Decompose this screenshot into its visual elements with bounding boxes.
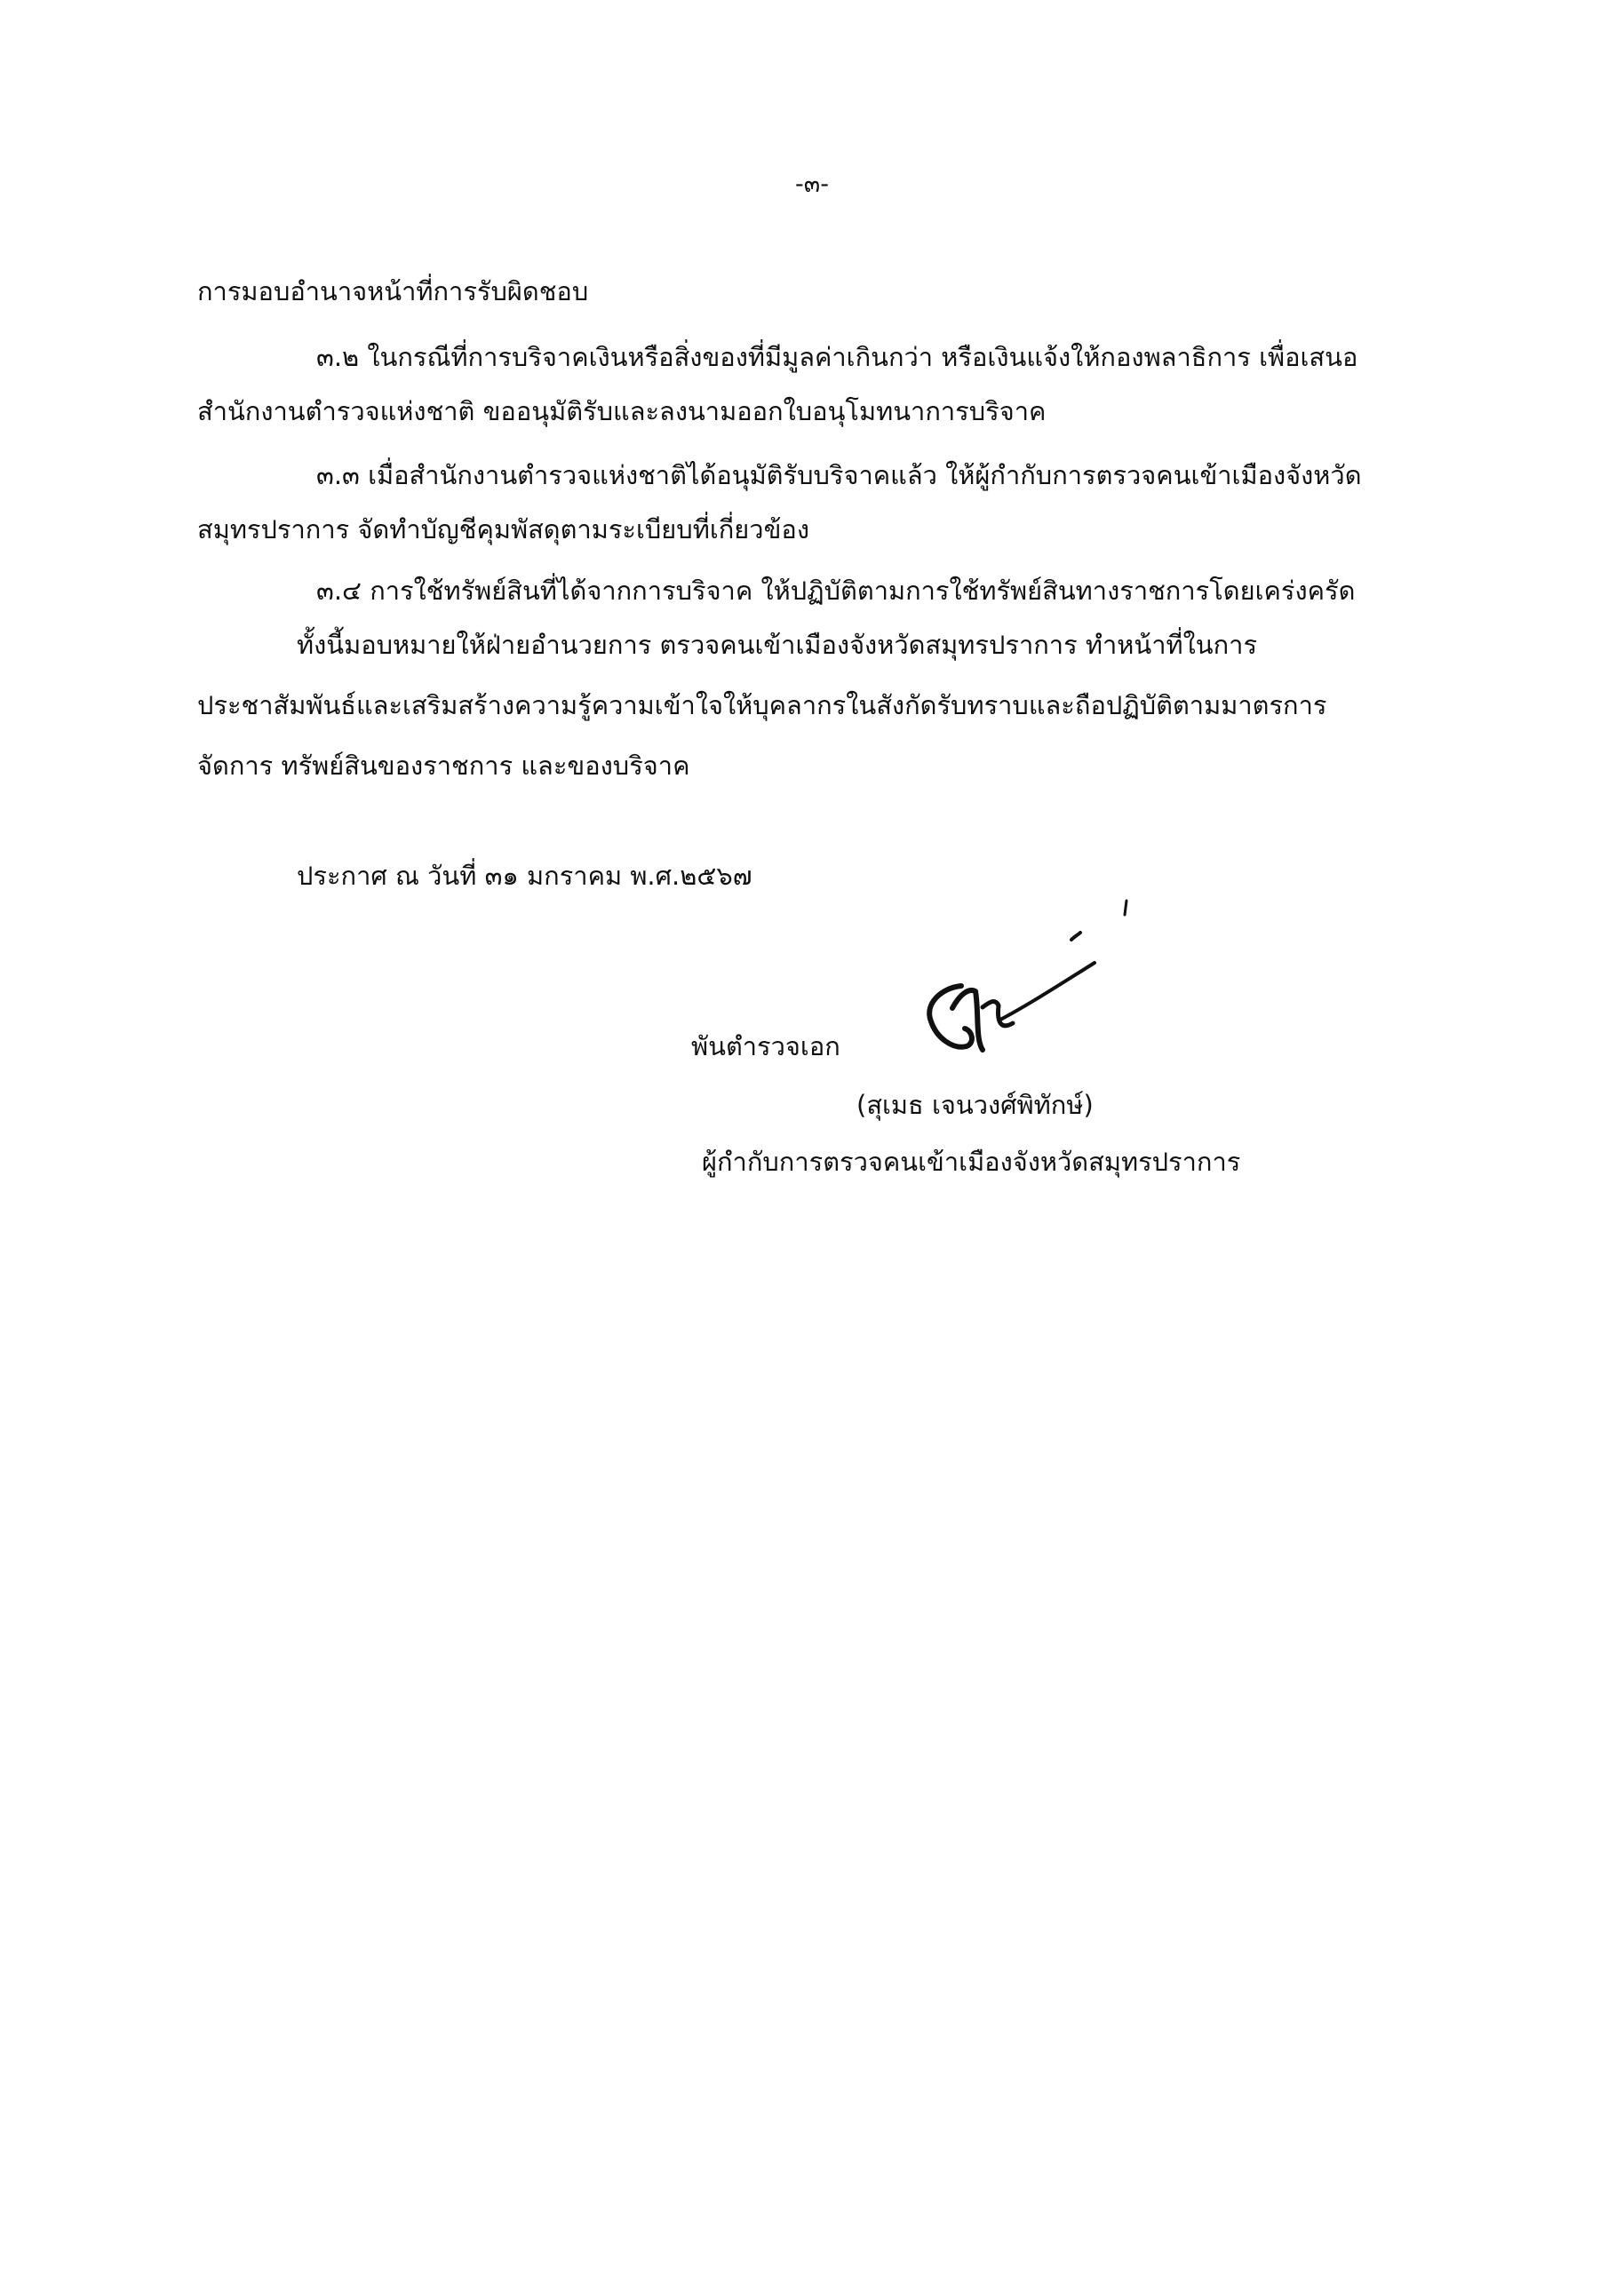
assignment-line-1: ทั้งนี้มอบหมายให้ฝ่ายอำนวยการ ตรวจคนเข้าเมืองจังหวัดสมุทรปราการ ทำหน้าที่ในการ: [297, 630, 1258, 660]
signer-position: ผู้กำกับการตรวจคนเข้าเมืองจังหวัดสมุทรปราการ: [702, 1147, 1241, 1177]
signer-rank: พันตำรวจเอก: [691, 1031, 840, 1061]
announcement-date: ประกาศ ณ วันที่ ๓๑ มกราคม พ.ศ.๒๕๖๗: [297, 861, 752, 891]
item-3-4-line-1: ๓.๔ การใช้ทรัพย์สินที่ได้จากการบริจาค ให้ปฏิบัติตามการใช้ทรัพย์สินทางราชการโดยเคร่งครัด: [316, 576, 1356, 606]
item-3-3-line-1: ๓.๓ เมื่อสำนักงานตำรวจแห่งชาติได้อนุมัติรับบริจาคแล้ว ให้ผู้กำกับการตรวจคนเข้าเมืองจังหวัด: [316, 460, 1362, 490]
signer-name: (สุเมธ เจนวงศ์พิทักษ์): [856, 1090, 1094, 1120]
assignment-line-2: ประชาสัมพันธ์และเสริมสร้างความรู้ความเข้าใจให้บุคลากรในสังกัดรับทราบและถือปฏิบัติตามมาตรการ: [197, 690, 1327, 720]
item-3-2-line-2: สำนักงานตำรวจแห่งชาติ ขออนุมัติรับและลงนามออกใบอนุโมทนาการบริจาค: [197, 396, 1047, 426]
signature-icon: [897, 888, 1155, 1066]
assignment-line-3: จัดการ ทรัพย์สินของราชการ และของบริจาค: [197, 751, 690, 781]
body-line-authority: การมอบอำนาจหน้าที่การรับผิดชอบ: [197, 276, 589, 306]
item-3-3-line-2: สมุทรปราการ จัดทำบัญชีคุมพัสดุตามระเบียบที่เกี่ยวข้อง: [197, 514, 809, 544]
page-number: -๓-: [795, 171, 829, 198]
item-3-2-line-1: ๓.๒ ในกรณีที่การบริจาคเงินหรือสิ่งของที่มีมูลค่าเกินกว่า หรือเงินแจ้งให้กองพลาธิการ เพื่อเสนอ: [316, 342, 1358, 372]
